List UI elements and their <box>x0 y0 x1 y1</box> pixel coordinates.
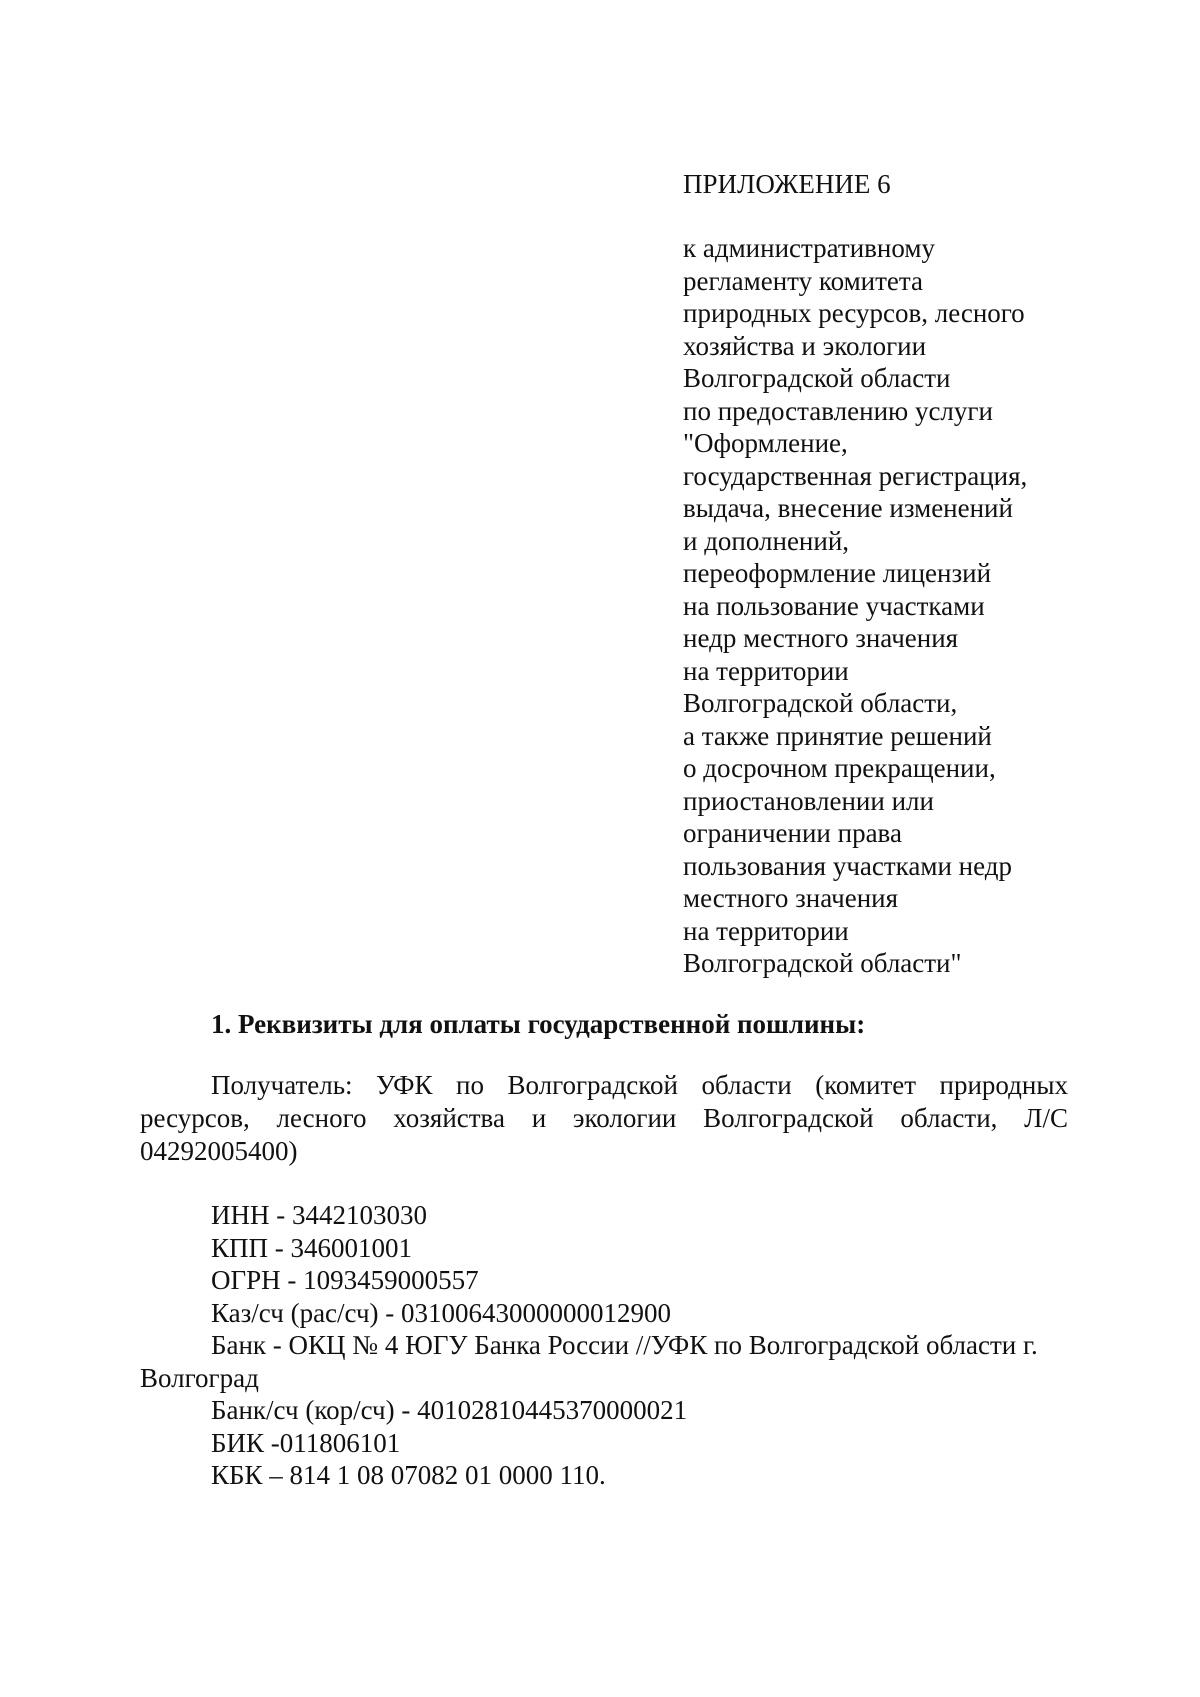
appendix-line: а также принятие решений <box>683 720 992 751</box>
appendix-line: приостановлении или <box>683 785 934 816</box>
inn-line: ИНН - 3442103030 <box>211 1200 427 1230</box>
appendix-line: на территории <box>683 915 849 946</box>
appendix-line: на территории <box>683 655 849 686</box>
appendix-line: пользования участками недр <box>683 850 1012 881</box>
kbk-line: КБК – 814 1 08 07082 01 0000 110. <box>211 1460 606 1490</box>
correspondent-account-line: Банк/сч (кор/сч) - 40102810445370000021 <box>211 1395 688 1425</box>
appendix-line: к административному <box>683 233 935 263</box>
appendix-title: ПРИЛОЖЕНИЕ 6 <box>683 169 891 199</box>
appendix-line: хозяйства и экологии <box>683 330 927 361</box>
appendix-line: переоформление лицензий <box>683 558 992 588</box>
appendix-line: выдача, внесение изменений <box>683 493 1013 523</box>
treasury-account-line: Каз/сч (рас/сч) - 03100643000000012900 <box>211 1297 672 1328</box>
appendix-line: природных ресурсов, лесного <box>683 298 1025 328</box>
ogrn-line: ОГРН - 1093459000557 <box>211 1265 479 1295</box>
appendix-line: регламенту комитета <box>683 265 924 296</box>
appendix-line: государственная регистрация, <box>683 460 1028 491</box>
section-heading: 1. Реквизиты для оплаты государственной пошлины: <box>211 1009 866 1039</box>
appendix-line: "Оформление, <box>683 428 848 458</box>
bank-line: Банк - ОКЦ № 4 ЮГУ Банка России //УФК по Волгоградской области г. Волгоград <box>140 1330 1038 1393</box>
appendix-line: по предоставлению услуги <box>683 395 993 426</box>
bik-line: БИК -011806101 <box>211 1427 401 1458</box>
kpp-line: КПП - 346001001 <box>211 1232 412 1263</box>
appendix-line: ограничении права <box>683 818 902 848</box>
appendix-line: Волгоградской области, <box>683 688 958 718</box>
appendix-description <box>683 232 1027 980</box>
appendix-line: недр местного значения <box>683 623 959 653</box>
appendix-line: на пользование участками <box>683 590 985 621</box>
appendix-line: Волгоградской области <box>683 363 951 393</box>
recipient-paragraph: Получатель: УФК по Волгоградской области (комитет природных ресурсов, лесного хозяйства и экологии Волгоградской области, Л/С 04292005400) <box>140 1070 1068 1166</box>
appendix-line: Волгоградской области" <box>683 948 962 978</box>
appendix-line: местного значения <box>683 883 899 913</box>
payment-details <box>140 1199 1068 1492</box>
appendix-line: о досрочном прекращении, <box>683 753 996 783</box>
appendix-line: и дополнений, <box>683 525 850 556</box>
